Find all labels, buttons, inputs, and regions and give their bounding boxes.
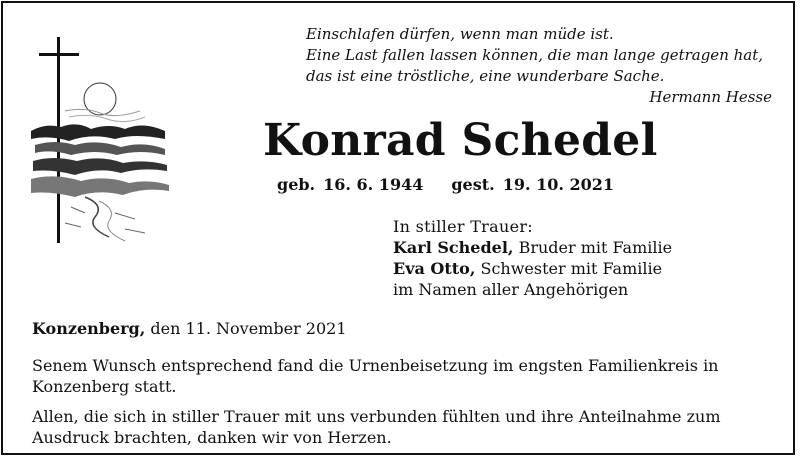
- announcement-paragraph: Senem Wunsch entsprechend fand die Urnenbeisetzung im engsten Familienkreis in Konzenberg statt.: [32, 356, 719, 396]
- obituary-frame: [1, 1, 795, 455]
- place-date-line: [32, 319, 347, 338]
- mourner-name: Karl Schedel,: [393, 238, 514, 257]
- mourner-entry: [393, 258, 672, 279]
- mourner-relation: Bruder mit Familie: [518, 238, 673, 257]
- mourners-block: [393, 216, 672, 300]
- mourners-closing: im Namen aller Angehörigen: [393, 280, 629, 299]
- born-label: geb.: [277, 175, 316, 194]
- died-date: 19. 10. 2021: [502, 175, 615, 194]
- quote-line: das ist eine tröstliche, eine wunderbare Sache.: [306, 67, 665, 85]
- quote-line: Eine Last fallen lassen können, die man lange getragen hat,: [306, 46, 764, 64]
- quote-line: Einschlafen dürfen, wenn man müde ist.: [306, 25, 614, 43]
- died-label: gest.: [451, 175, 495, 194]
- announcement-text: [32, 355, 772, 457]
- life-dates: [277, 175, 614, 194]
- quote-author: Hermann Hesse: [649, 88, 772, 106]
- mourners-heading: In stiller Trauer:: [393, 217, 533, 236]
- mourner-name: Eva Otto,: [393, 259, 476, 278]
- deceased-name: Konrad Schedel: [263, 115, 658, 166]
- quote-block: [306, 24, 776, 108]
- cross-with-moon-landscape-icon: [25, 37, 175, 247]
- mourner-relation: Schwester mit Familie: [480, 259, 663, 278]
- announcement-paragraph: Allen, die sich in stiller Trauer mit uns verbunden fühlten und ihre Anteilnahme zum Ausdruck brachten, danken wir von Herzen.: [32, 407, 721, 447]
- mourner-entry: [393, 237, 672, 258]
- place-town: Konzenberg,: [32, 319, 146, 338]
- place-date: den 11. November 2021: [150, 319, 347, 338]
- born-date: 16. 6. 1944: [323, 175, 424, 194]
